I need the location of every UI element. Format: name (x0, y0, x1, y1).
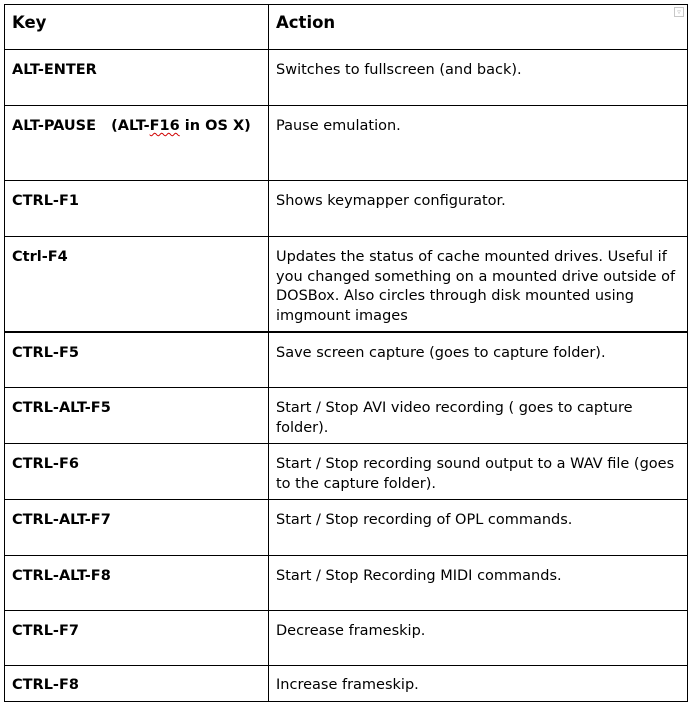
action-cell: Save screen capture (goes to capture folder). (269, 332, 688, 388)
key-text-prefix: ALT-PAUSE (ALT- (12, 118, 150, 134)
key-cell (5, 106, 269, 181)
key-cell: CTRL-F6 (5, 444, 269, 500)
key-cell: Ctrl-F4 (5, 237, 269, 332)
key-cell: CTRL-F8 (5, 666, 269, 702)
header-action: Action (269, 5, 688, 50)
table-resize-handle-icon[interactable]: ▿ (674, 7, 684, 17)
table-row (5, 106, 688, 181)
action-cell: Increase frameskip. (269, 666, 688, 702)
table-row (5, 388, 688, 444)
table-row (5, 237, 688, 332)
key-cell: CTRL-ALT-F8 (5, 556, 269, 611)
table-row (5, 666, 688, 702)
key-cell: CTRL-ALT-F7 (5, 500, 269, 556)
table-row (5, 500, 688, 556)
action-cell: Pause emulation. (269, 106, 688, 181)
table-row (5, 556, 688, 611)
table-row (5, 332, 688, 388)
action-cell: Start / Stop Recording MIDI commands. (269, 556, 688, 611)
key-cell: ALT-ENTER (5, 50, 269, 106)
shortcut-table (4, 4, 688, 702)
key-text-suffix: in OS X) (179, 118, 251, 134)
action-cell: Updates the status of cache mounted drives. Useful if you changed something on a mounted drive outside of DOSBox. Also circles through disk mounted using imgmount images (269, 237, 688, 332)
key-cell: CTRL-ALT-F5 (5, 388, 269, 444)
action-cell: Switches to fullscreen (and back). (269, 50, 688, 106)
key-cell: CTRL-F1 (5, 181, 269, 237)
action-cell: Start / Stop recording sound output to a WAV file (goes to the capture folder). (269, 444, 688, 500)
action-cell: Shows keymapper configurator. (269, 181, 688, 237)
action-cell: Start / Stop AVI video recording ( goes to capture folder). (269, 388, 688, 444)
table-row (5, 181, 688, 237)
key-cell: CTRL-F5 (5, 332, 269, 388)
table-row (5, 50, 688, 106)
spellcheck-flagged-word[interactable]: F16 (149, 118, 180, 134)
table-row (5, 444, 688, 500)
key-cell: CTRL-F7 (5, 611, 269, 666)
table-header-row (5, 5, 688, 50)
header-key: Key (5, 5, 269, 50)
action-cell: Decrease frameskip. (269, 611, 688, 666)
action-cell: Start / Stop recording of OPL commands. (269, 500, 688, 556)
table-row (5, 611, 688, 666)
